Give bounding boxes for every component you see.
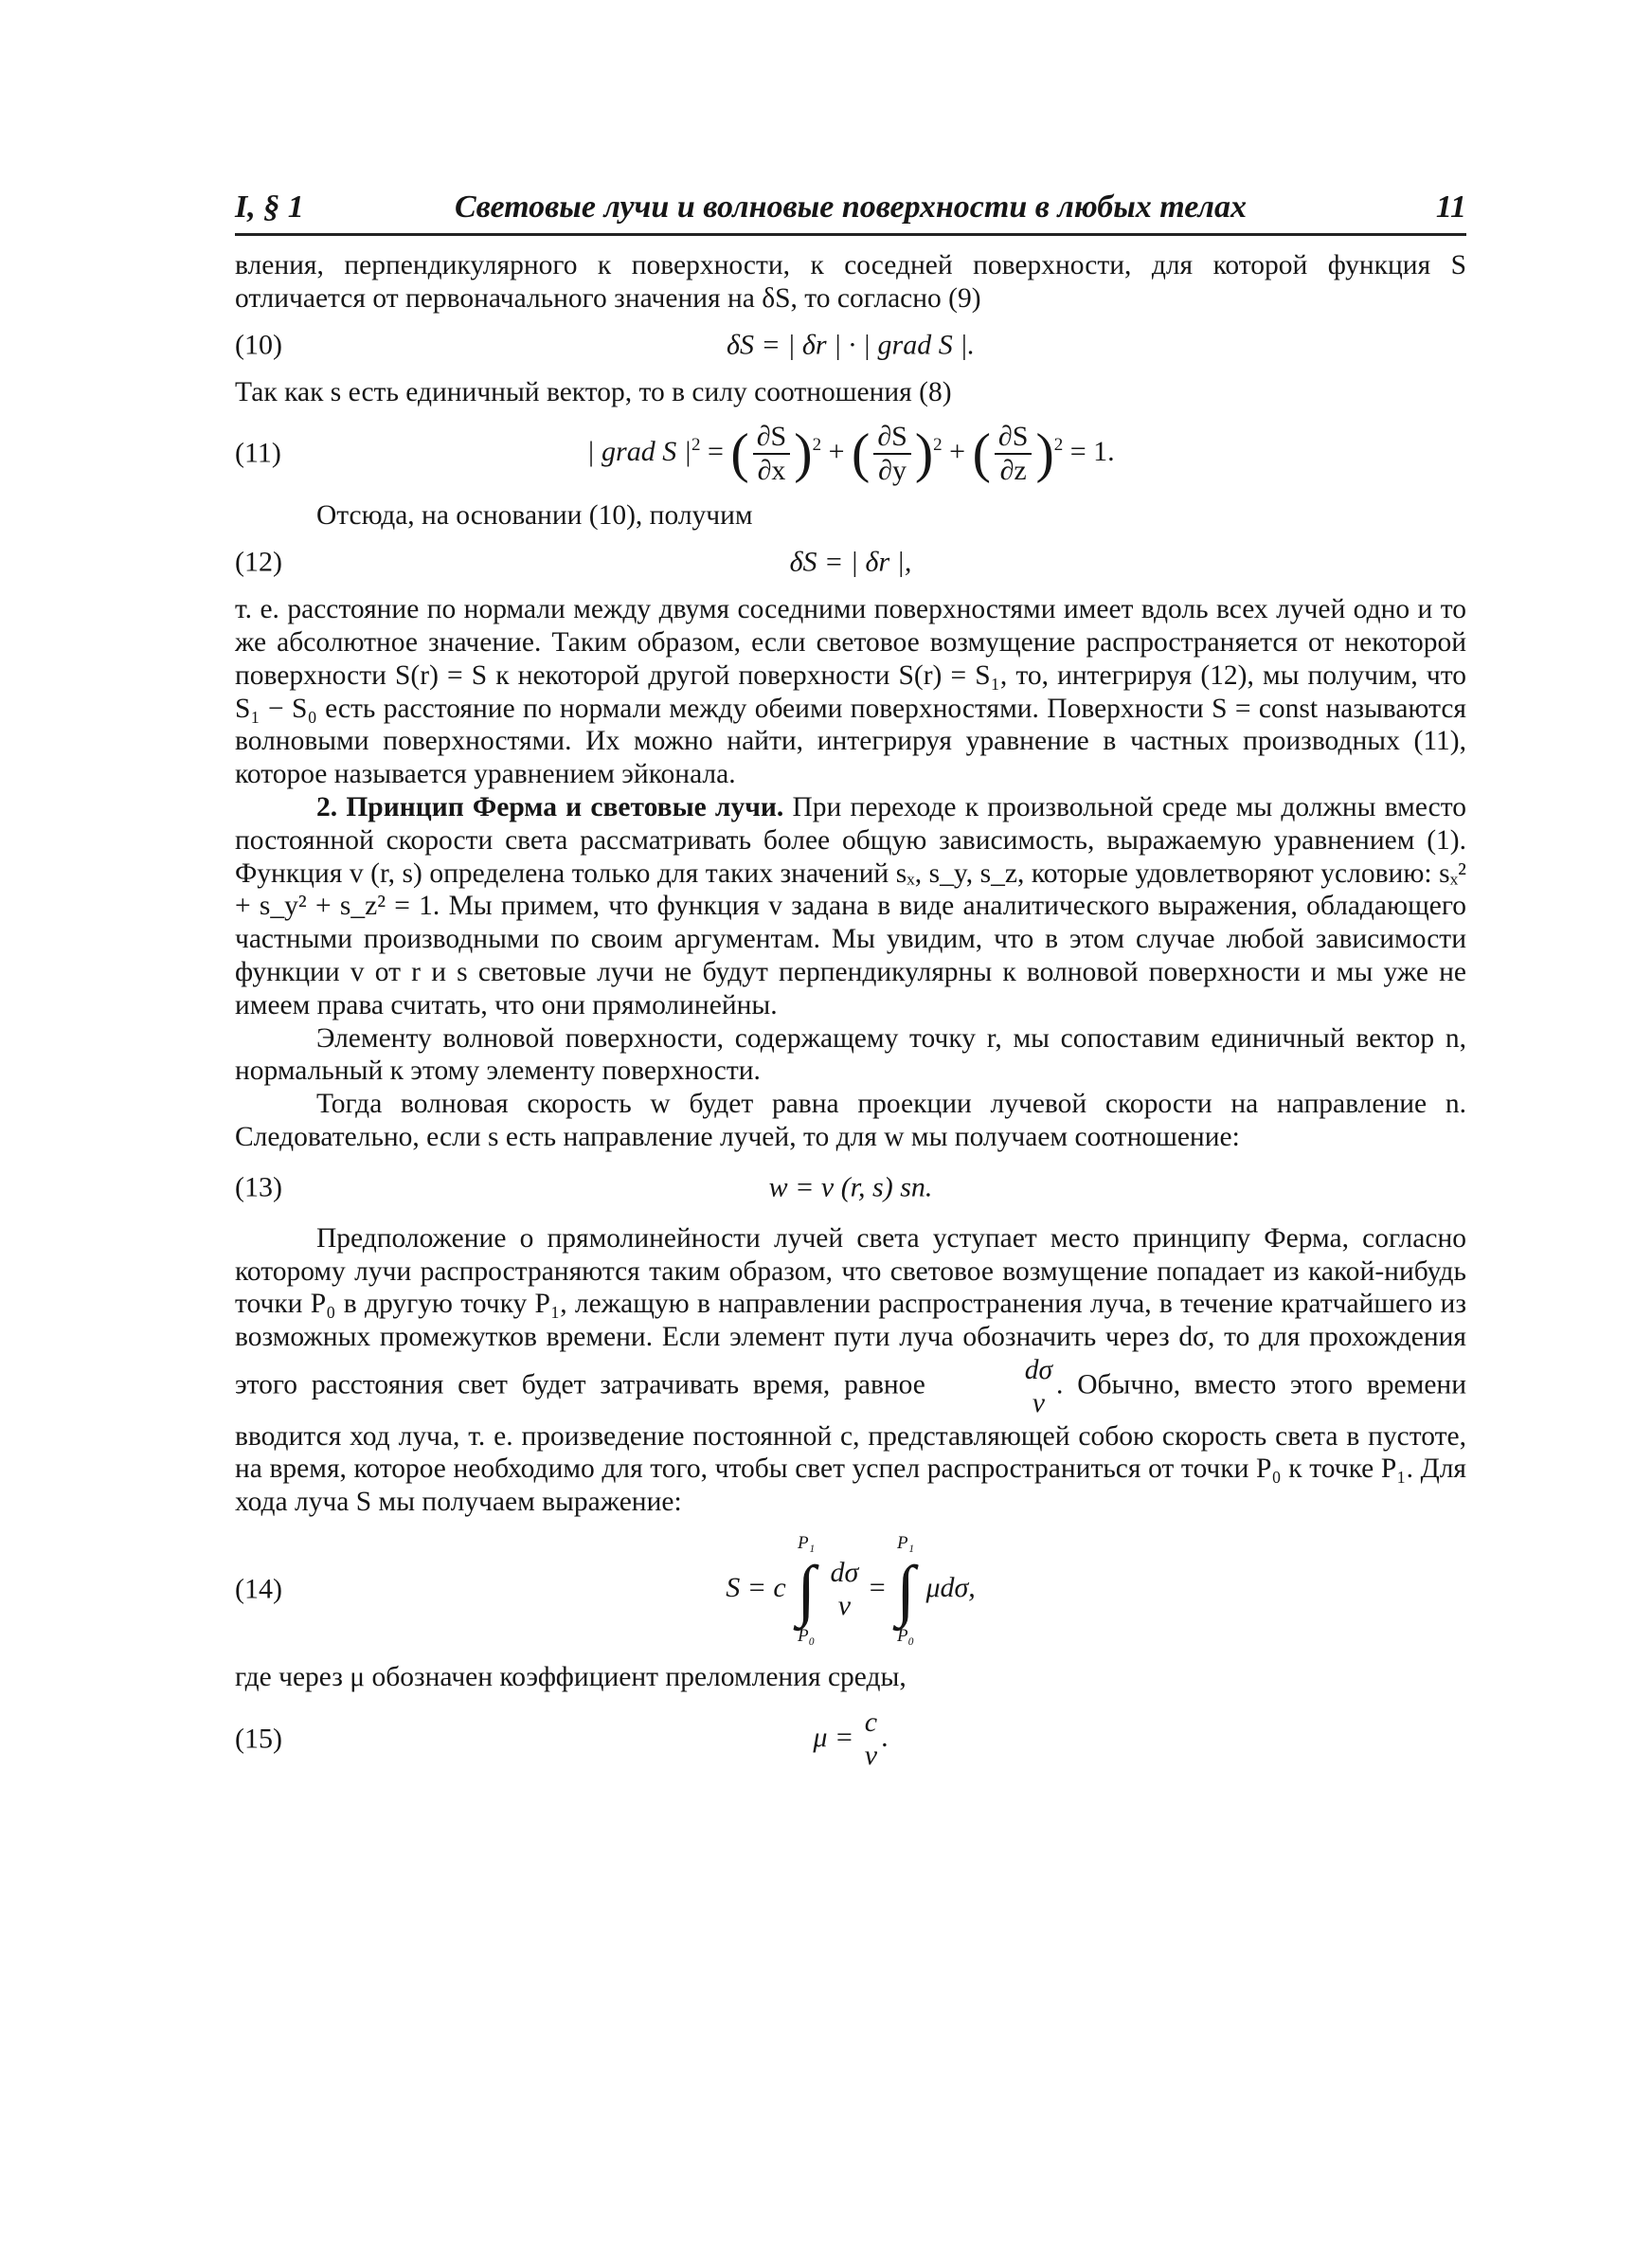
equation-12 xyxy=(235,533,1466,593)
page xyxy=(235,190,1466,1785)
running-title: Световые лучи и волновые поверхности в любых телах xyxy=(455,190,1247,225)
fraction: c v xyxy=(864,1706,878,1771)
fraction: dσ v xyxy=(830,1557,859,1621)
paragraph-3: Отсюда, на основании (10), получим xyxy=(316,500,753,532)
paragraph-8: Предположение о прямолинейности лучей света уступает место принципу Ферма, согласно которому лучи распространяются таким образом, что световое возмущение попадает из какой-нибудь точки P₀ в другую точку P₁, лежащую в направлении распространения луча, в течение кратчайшего из возможных промежутков времени. Если элемент пути луча обозначить через dσ, то для прохождения этого расстояния свет будет затрачивать время, равное dσ v . Обычно, вместо этого времени вводится ход луча, т. е. произведение постоянной c, представляющей собою скорость света в пустоте, на время, которое необходимо для того, чтобы свет успел распространиться от точки P₀ к точке P₁. Для хода луча S мы получаем выражение: xyxy=(235,1222,1466,1518)
equation-number: (15) xyxy=(235,1723,282,1755)
equation-13 xyxy=(235,1154,1466,1222)
section-label: I, § 1 xyxy=(235,190,304,225)
paragraph-6: Элементу волновой поверхности, содержащему точку r, мы сопоставим единичный вектор n, нормальный к этому элементу поверхности. xyxy=(235,1022,1466,1087)
running-header xyxy=(235,190,1466,236)
equation-number: (10) xyxy=(235,329,282,361)
paragraph-9: где через μ обозначен коэффициент преломления среды, xyxy=(235,1661,907,1692)
equation-number: (12) xyxy=(235,546,282,578)
equation-number: (11) xyxy=(235,437,281,469)
equation-body: S = c P₁ ∫ P₀ dσ v = P₁ ∫ P₀ μdσ, xyxy=(726,1532,976,1646)
equation-body: | grad S $|^2$ = ( $\frac{\partial S}{\partial x}$ )$^2$ + ( $\frac{\partial S}{\partial y}$ )$^2$ + ( $\frac{\partial S}{\partial z}$ )$^2$ = 1. xyxy=(586,421,1115,487)
equation-number: (13) xyxy=(235,1171,282,1203)
fraction: $\frac{\partial S}{\partial x}$ xyxy=(753,421,791,487)
equation-14 xyxy=(235,1519,1466,1661)
subsection-heading: 2. Принцип Ферма и световые лучи. xyxy=(316,791,784,822)
paragraph-5: 2. Принцип Ферма и световые лучи. При переходе к произвольной среде мы должны вместо постоянной скорости света рассматривать более общую зависимость, выражаемую уравнением (1). Функция v (r, s) определена только для таких значений sₓ, s_y, s_z, которые удовлетворяют условию: sₓ² + s_y² + s_z² = 1. Мы примем, что функция v задана в виде аналитического выражения, обладающего частными производными по своим аргументам. Мы увидим, что в этом случае любой зависимости функции v от r и s световые лучи не будут перпендикулярны к волновой поверхности и мы уже не имеем права считать, что они прямолинейны. xyxy=(235,791,1466,1020)
fraction: dσ v xyxy=(1024,1354,1053,1418)
equation-body: δS = | δr | · | grad S |. xyxy=(727,329,975,361)
equation-body: δS = | δr |, xyxy=(789,546,912,578)
page-number: 11 xyxy=(1435,190,1466,225)
equation-number: (14) xyxy=(235,1573,282,1605)
fraction: $\frac{\partial S}{\partial y}$ xyxy=(873,421,911,487)
body-text xyxy=(235,249,1466,1785)
paragraph-7: Тогда волновая скорость w будет равна проекции лучевой скорости на направление n. Следовательно, если s есть направление лучей, то для w мы получаем соотношение: xyxy=(235,1089,1466,1152)
equation-15 xyxy=(235,1694,1466,1785)
paragraph-2: Так как s есть единичный вектор, то в силу соотношения (8) xyxy=(235,376,952,407)
integral-sign: P₁ ∫ P₀ xyxy=(797,1532,816,1646)
equation-body: μ = c v . xyxy=(813,1706,889,1771)
equation-11 xyxy=(235,408,1466,499)
paragraph-1: вления, перпендикулярного к поверхности, к соседней поверхности, для которой функция S отличается от первоначального значения на δS, то согласно (9) xyxy=(235,250,1466,314)
equation-body: w = v (r, s) sn. xyxy=(768,1171,933,1203)
equation-10 xyxy=(235,316,1466,376)
paragraph-4: т. е. расстояние по нормали между двумя соседними поверхностями имеет вдоль всех лучей одно и то же абсолютное значение. Таким образом, если световое возмущение распространяется от некоторой поверхности S(r) = S к некоторой другой поверхности S(r) = S₁, то, интегрируя (12), мы получим, что S₁ − S₀ есть расстояние по нормали между обеими поверхностями. Поверхности S = const называются волновыми поверхностями. Их можно найти, интегрируя уравнение в частных производных (11), которое называется уравнением эйконала. xyxy=(235,594,1466,790)
fraction: $\frac{\partial S}{\partial z}$ xyxy=(995,421,1032,487)
integral-sign: P₁ ∫ P₀ xyxy=(896,1532,915,1646)
